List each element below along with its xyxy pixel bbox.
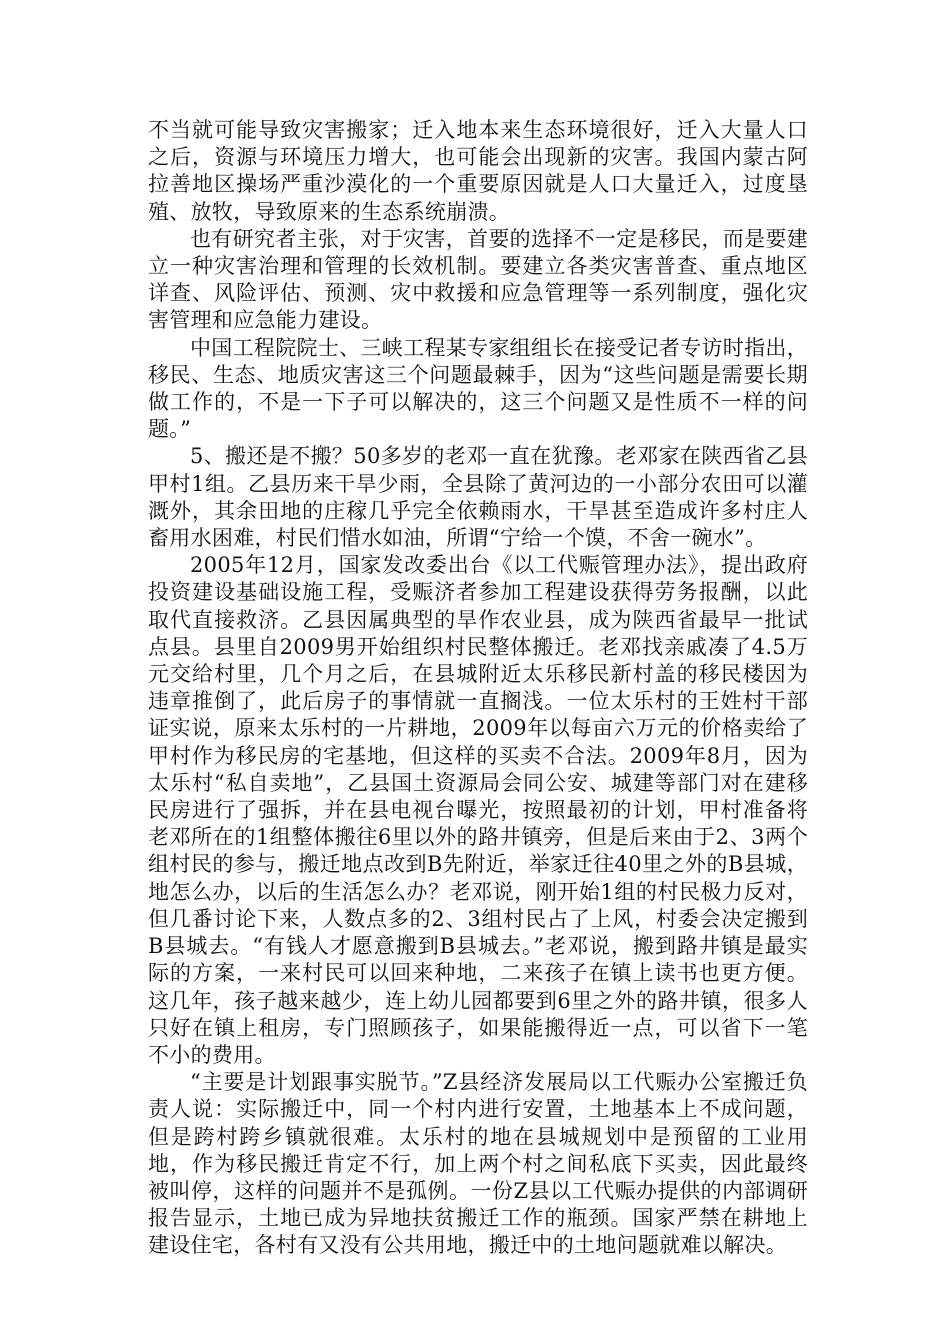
paragraph-6: “主要是计划跟事实脱节。”Z县经济发展局以工代赈办公室搬迁负责人说：实际搬迁中，同一个村内进行安置，土地基本上不成问题，但是跨村跨乡镇就很难。太乐村的地在县城规划中是预留的工业用地，作为移民搬迁肯定不行，加上两个村之间私底下买卖，因此最终被叫停，这样的问题并不是孤例。一份Z县以工代赈办提供的内部调研报告显示，土地已成为异地扶贫搬迁工作的瓶颈。国家严禁在耕地上建设住宅，各村有又没有公共用地，搬迁中的土地问题就难以解决。 — [148, 1070, 808, 1258]
paragraph-5: 2005年12月，国家发改委出台《以工代赈管理办法》，提出政府投资建设基础设施工程，受赈济者参加工程建设获得劳务报酬，以此取代直接救济。乙县因属典型的旱作农业县，成为陕西省最早一批试点县。县里自2009男开始组织村民整体搬迁。老邓找亲戚凑了4.5万元交给村里，几个月之后，在县城附近太乐移民新村盖的移民楼因为违章推倒了，此后房子的事情就一直搁浅。一位太乐村的王姓村干部证实说，原来太乐村的一片耕地，2009年以每亩六万元的价格卖给了甲村作为移民房的宅基地，但这样的买卖不合法。2009年8月，因为太乐村“私自卖地”，乙县国土资源局会同公安、城建等部门对在建移民房进行了强拆，并在县电视台曝光，按照最初的计划，甲村准备将老邓所在的1组整体搬往6里以外的路井镇旁，但是后来由于2、3两个组村民的参与，搬迁地点改到B先附近，举家迁往40里之外的B县城，地怎么办，以后的生活怎么办？老邓说，刚开始1组的村民极力反对，但几番讨论下来，人数点多的2、3组村民占了上风，村委会决定搬到B县城去。“有钱人才愿意搬到B县城去。”老邓说，搬到路井镇是最实际的方案，一来村民可以回来种地，二来孩子在镇上读书也更方便。这几年，孩子越来越少，连上幼儿园都要到6里之外的路井镇，很多人只好在镇上租房，专门照顾孩子，如果能搬得近一点，可以省下一笔不小的费用。 — [148, 553, 808, 1067]
paragraph-3: 中国工程院院士、三峡工程某专家组组长在接受记者专访时指出，移民、生态、地质灾害这三个问题最棘手，因为“这些问题是需要长期做工作的，不是一下子可以解决的，这三个问题又是性质不一样的问题。” — [148, 335, 808, 442]
body-text — [148, 117, 808, 1260]
paragraph-2: 也有研究者主张，对于灾害，首要的选择不一定是移民，而是要建立一种灾害治理和管理的长效机制。要建立各类灾害普查、重点地区详查、风险评估、预测、灾中救援和应急管理等一系列制度，强化灾害管理和应急能力建设。 — [148, 226, 808, 333]
paragraph-4: 5、搬还是不搬？50多岁的老邓一直在犹豫。老邓家在陕西省乙县甲村1组。乙县历来干旱少雨，全县除了黄河边的一小部分农田可以灌溉外，其余田地的庄稼几乎完全依赖雨水，干旱甚至造成许多村庄人畜用水困难，村民们惜水如油，所谓“宁给一个馍，不舍一碗水”。 — [148, 444, 808, 551]
paragraph-1: 不当就可能导致灾害搬家；迁入地本来生态环境很好，迁入大量人口之后，资源与环境压力增大，也可能会出现新的灾害。我国内蒙古阿拉善地区操场严重沙漠化的一个重要原因就是人口大量迁入，过度垦殖、放牧，导致原来的生态系统崩溃。 — [148, 118, 808, 224]
